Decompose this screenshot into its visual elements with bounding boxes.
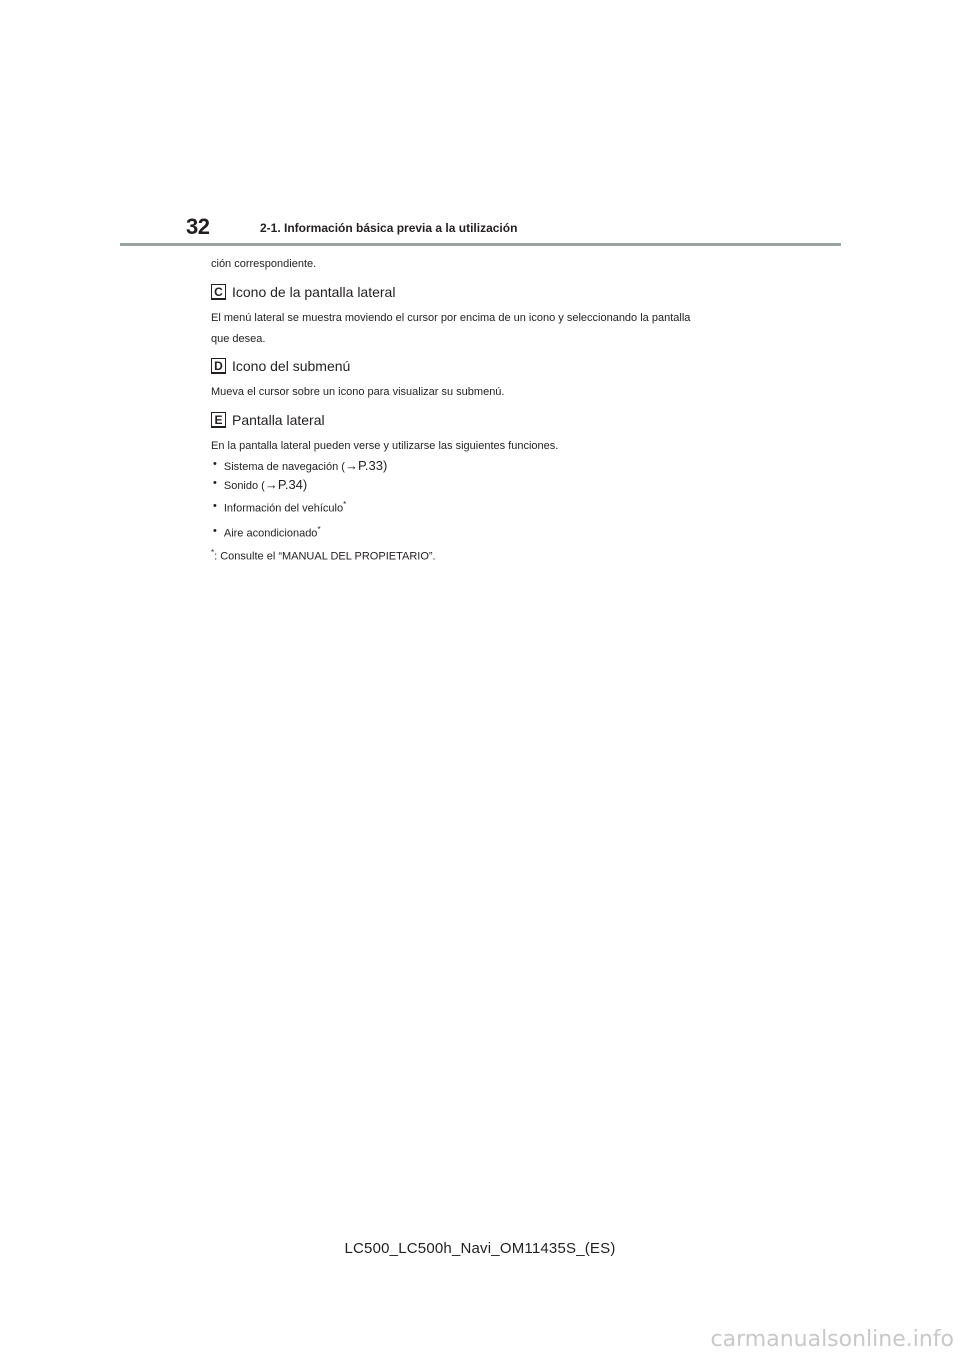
footnote-mark: * (317, 525, 321, 534)
footnote-mark: * (211, 548, 215, 557)
section-c-body-line2: que desea. (211, 333, 266, 345)
heading-c-title: Icono de la pantalla lateral (232, 284, 396, 300)
footnote-mark: * (343, 500, 347, 509)
bullet-air-conditioning-text: Aire acondicionado (223, 527, 318, 540)
bullet-symbol: • (213, 477, 217, 489)
letter-box-c: C (211, 284, 226, 300)
section-e-body-line1: En la pantalla lateral pueden verse y utilizarse las siguientes funciones. (211, 440, 559, 452)
bullet-audio (213, 477, 307, 492)
letter-box-e: E (211, 412, 226, 428)
bullet-vehicle-info-text: Información del vehículo (223, 502, 344, 515)
bullet-navigation-ref: →P.33) (344, 458, 388, 473)
bullet-navigation-text: Sistema de navegación ( (223, 461, 345, 473)
heading-c (211, 284, 395, 300)
heading-d-title: Icono del submenú (232, 358, 351, 374)
bullet-symbol: • (213, 500, 217, 512)
page-number: 32 (186, 214, 210, 239)
bullet-symbol: • (213, 458, 217, 470)
heading-d (211, 358, 350, 374)
footnote (211, 548, 436, 563)
footer-document-id: LC500_LC500h_Navi_OM11435S_(ES) (344, 1240, 616, 1257)
section-c-body-line1: El menú lateral se muestra moviendo el cursor por encima de un icono y seleccionando la pantalla (211, 312, 691, 324)
header-rule (120, 243, 841, 246)
bullet-symbol: • (213, 525, 217, 537)
watermark: carmanualsonline.info (710, 1327, 954, 1352)
section-title: 2-1. Información básica previa a la utilización (260, 221, 518, 235)
bullet-vehicle-info (213, 500, 346, 515)
bullet-audio-text: Sonido ( (223, 480, 265, 492)
bullet-navigation (213, 458, 387, 473)
intro-fragment: ción correspondiente. (211, 258, 317, 270)
letter-box-d: D (211, 358, 226, 374)
heading-e-title: Pantalla lateral (232, 412, 325, 428)
section-d-body-line1: Mueva el cursor sobre un icono para visualizar su submenú. (211, 386, 505, 398)
footnote-text: : Consulte el “MANUAL DEL PROPIETARIO”. (214, 550, 436, 563)
bullet-air-conditioning (213, 525, 321, 540)
heading-e (211, 412, 325, 428)
bullet-audio-ref: →P.34) (264, 477, 308, 492)
